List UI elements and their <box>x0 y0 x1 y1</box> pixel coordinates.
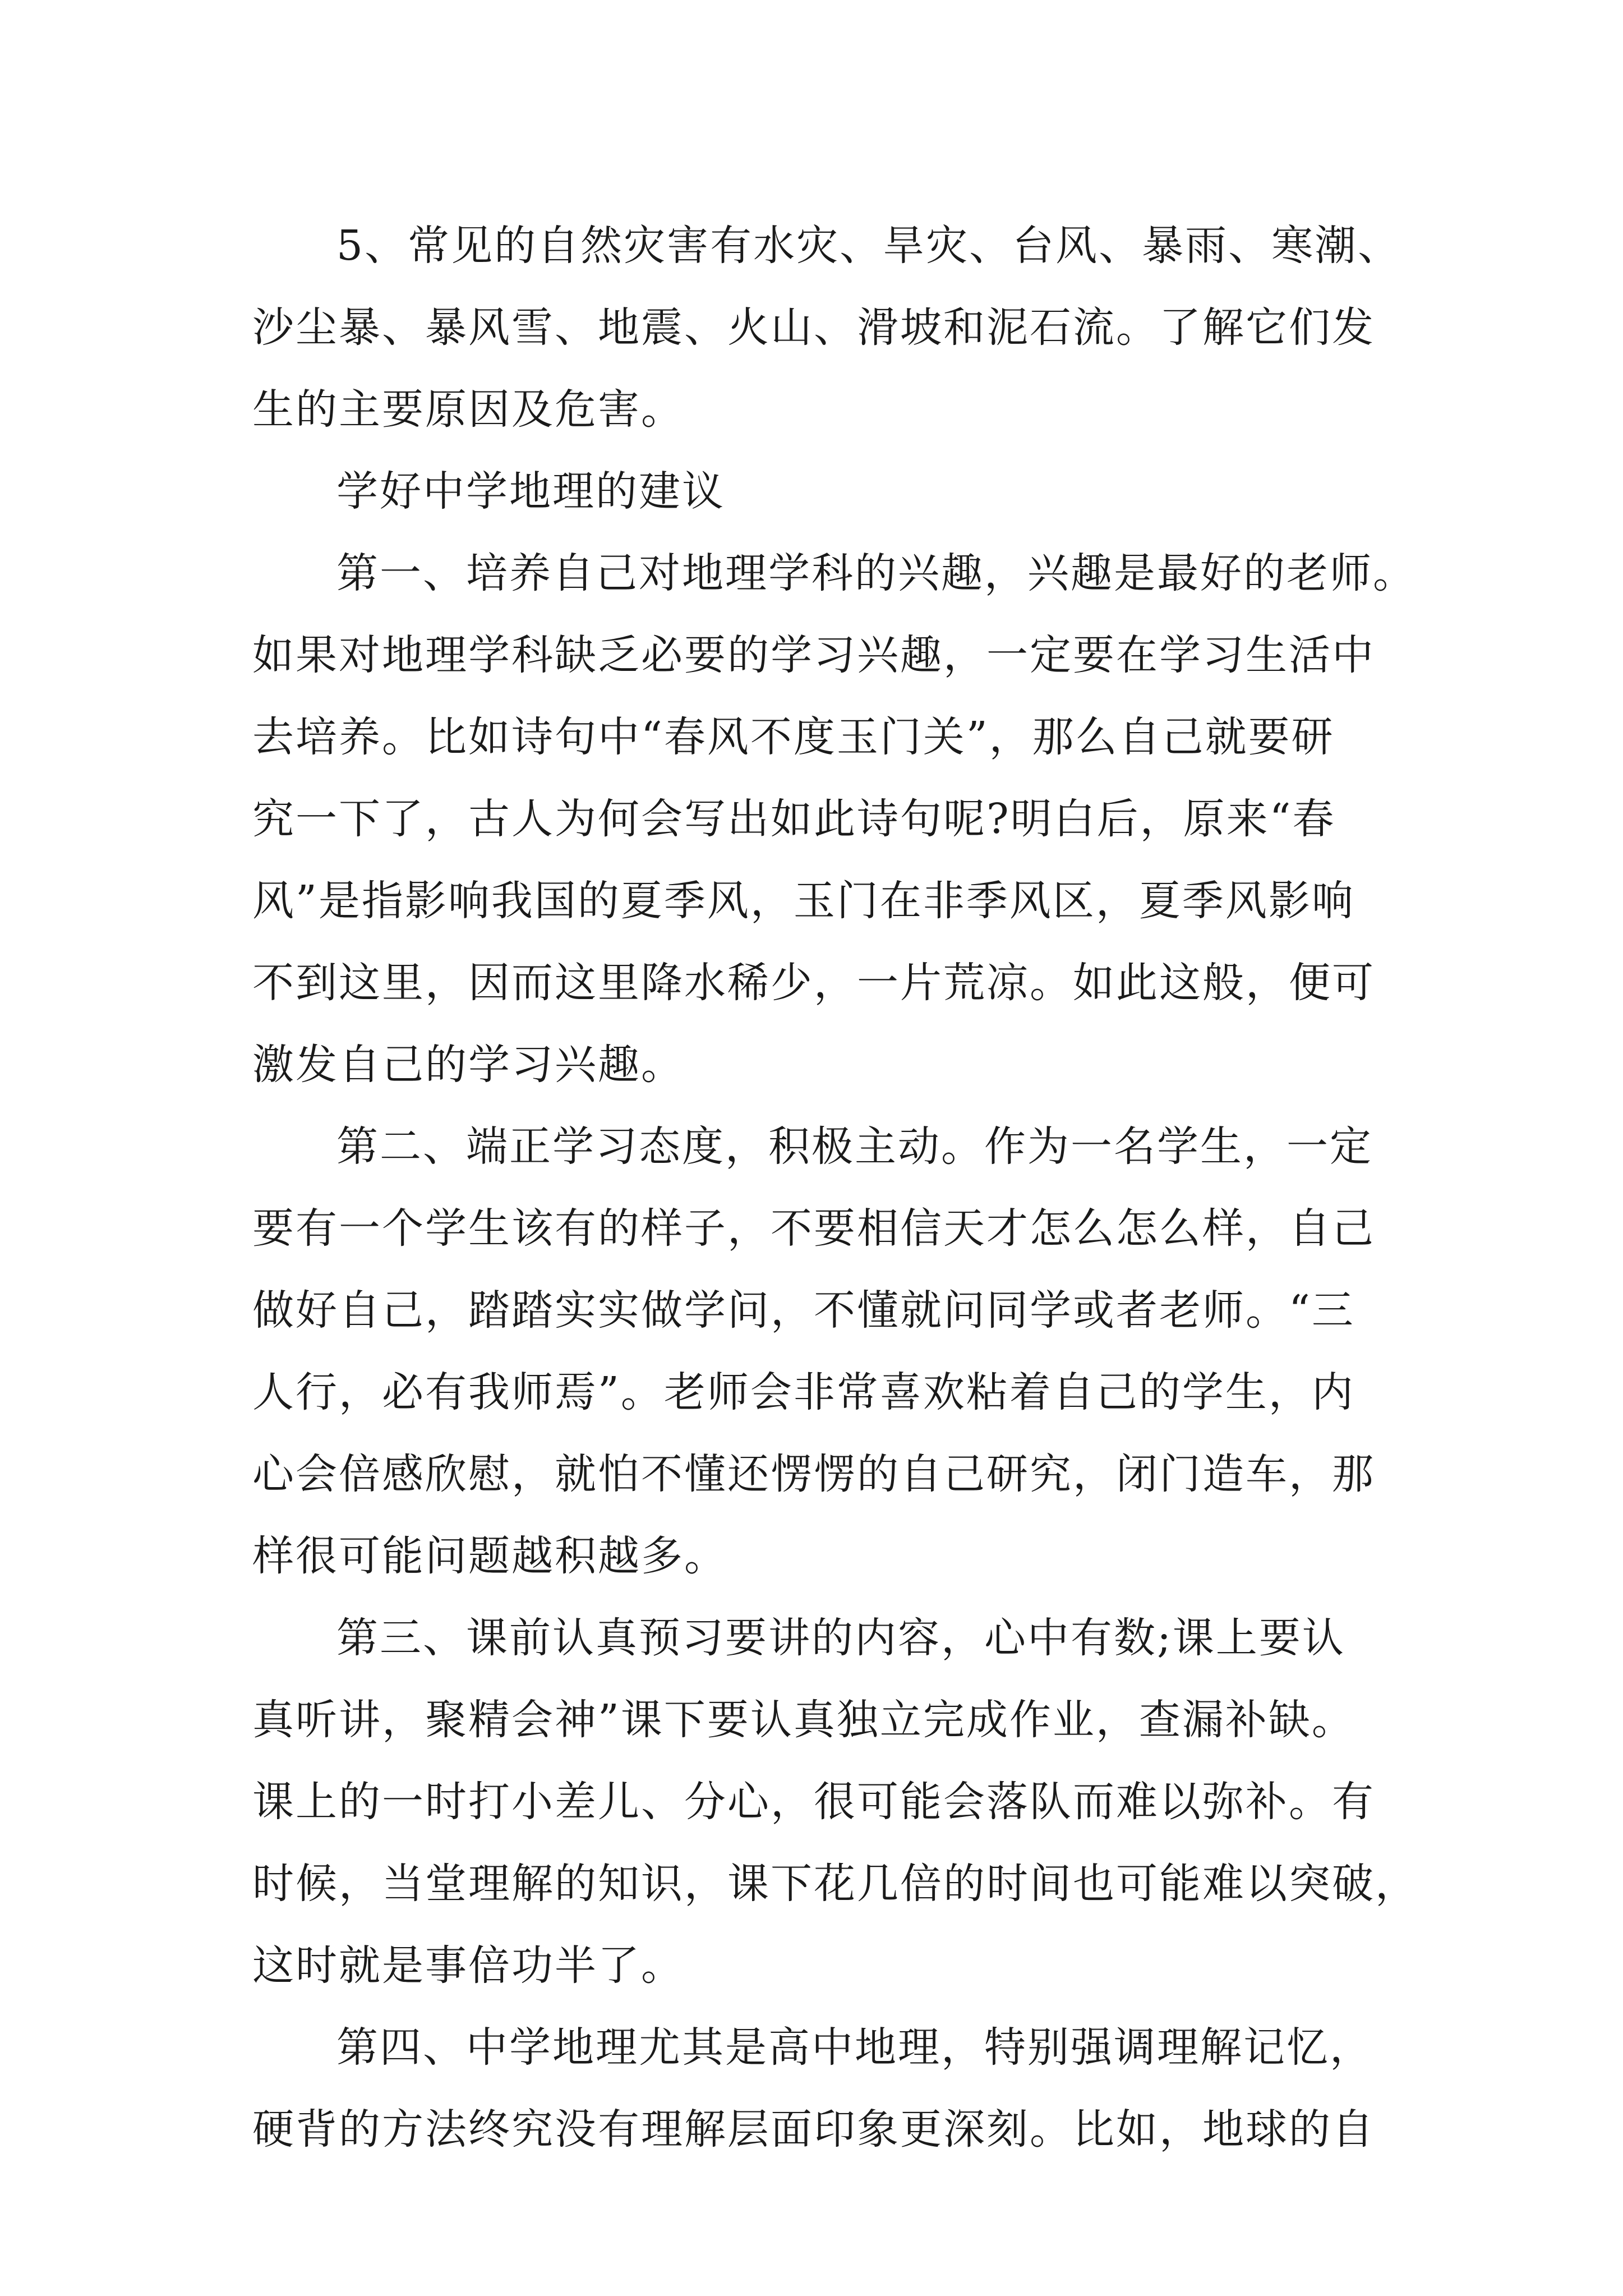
text-line: 不到这里，因而这里降水稀少，一片荒凉。如此这般，便可 <box>252 959 1375 1007</box>
text-line: 心会倍感欣慰，就怕不懂还愣愣的自己研究，闭门造车，那 <box>252 1450 1375 1498</box>
text-line: 要有一个学生该有的样子，不要相信天才怎么怎么样，自己 <box>252 1204 1375 1253</box>
text-line: 样很可能问题越积越多。 <box>252 1532 727 1580</box>
text-line: 硬背的方法终究没有理解层面印象更深刻。比如，地球的自 <box>252 2105 1375 2154</box>
text-line: 人行，必有我师焉”。老师会非常喜欢粘着自己的学生，内 <box>252 1368 1355 1416</box>
text-line: 真听讲，聚精会神”课下要认真独立完成作业，查漏补缺。 <box>252 1696 1355 1744</box>
text-line: 第二、端正学习态度，积极主动。作为一名学生，一定 <box>336 1122 1373 1171</box>
text-line: 做好自己，踏踏实实做学问，不懂就问同学或者老师。“三 <box>252 1286 1355 1335</box>
text-line: 这时就是事倍功半了。 <box>252 1941 684 1990</box>
text-line: 风”是指影响我国的夏季风，玉门在非季风区，夏季风影响 <box>252 877 1355 925</box>
text-line: 去培养。比如诗句中“春风不度玉门关”，那么自己就要研 <box>252 713 1335 761</box>
text-line: 生的主要原因及危害。 <box>252 385 684 434</box>
text-line: 第四、中学地理尤其是高中地理，特别强调理解记忆， <box>336 2023 1373 2072</box>
document-body <box>252 205 1419 2170</box>
text-line: 究一下了，古人为何会写出如此诗句呢?明白后，原来“春 <box>252 795 1336 843</box>
text-line: 沙尘暴、暴风雪、地震、火山、滑坡和泥石流。了解它们发 <box>252 303 1375 352</box>
text-line: 5、常见的自然灾害有水灾、旱灾、台风、暴雨、寒潮、 <box>336 222 1401 270</box>
text-line: 如果对地理学科缺乏必要的学习兴趣，一定要在学习生活中 <box>252 631 1375 679</box>
text-line: 第一、培养自己对地理学科的兴趣，兴趣是最好的老师。 <box>336 549 1416 597</box>
text-line: 时候，当堂理解的知识，课下花几倍的时间也可能难以突破， <box>252 1860 1418 1908</box>
text-line: 课上的一时打小差儿、分心，很可能会落队而难以弥补。有 <box>252 1778 1375 1826</box>
text-line: 激发自己的学习兴趣。 <box>252 1041 684 1089</box>
text-line: 第三、课前认真预习要讲的内容，心中有数;课上要认 <box>336 1614 1345 1662</box>
text-line: 学好中学地理的建议 <box>336 467 725 516</box>
